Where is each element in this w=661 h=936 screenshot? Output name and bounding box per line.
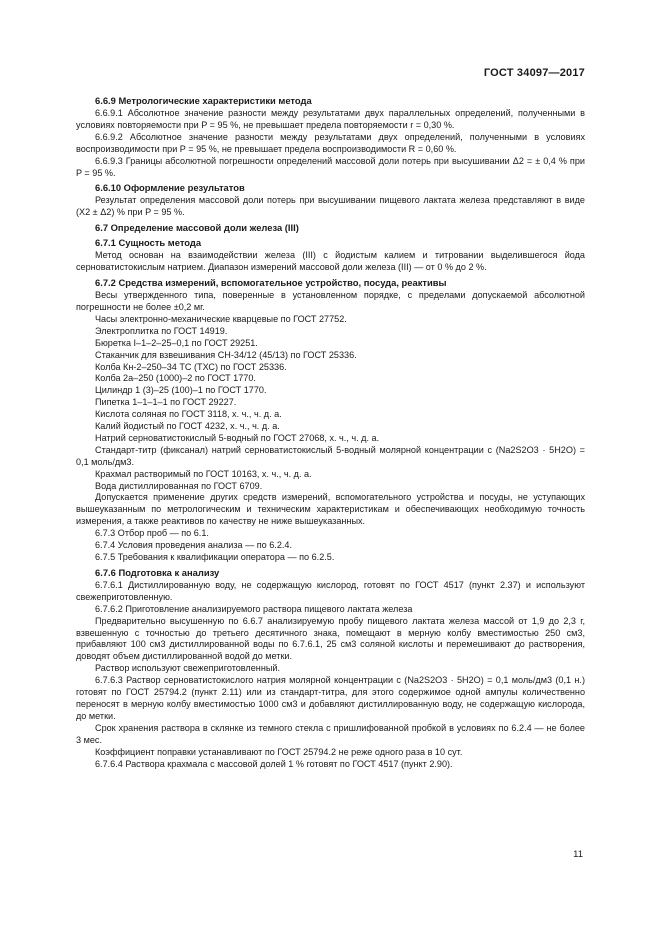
paragraph-6-7-6-3: 6.7.6.3 Раствор серноватистокислого натрия молярной концентрации c (Na2S2O3 · 5H2O) = 0,1 моль/дм3 (0,1 н.) готовят по ГОСТ 25794.2 (пункт 2.11) или из стандарт-титра, для этого содержимое одной ампулы количественно переносят в мерную колбу вместимостью 1000 см3 и добавляют дистиллированную воду, не содержащую кислорода, до метки.: [76, 675, 585, 721]
list-item: Крахмал растворимый по ГОСТ 10163, х. ч., ч. д. а.: [95, 468, 312, 479]
paragraph-6-7-5: 6.7.5 Требования к квалификации оператора — по 6.2.5.: [95, 552, 335, 562]
standard-header: ГОСТ 34097—2017: [483, 67, 585, 79]
list-item: Часы электронно-механические кварцевые по ГОСТ 27752.: [95, 313, 347, 324]
paragraph-fresh-solution: Раствор используют свежеприготовленный.: [95, 663, 280, 674]
list-item: Бюретка I–1–2–25–0,1 по ГОСТ 29251.: [95, 337, 258, 348]
list-item: Пипетка 1–1–1–1 по ГОСТ 29227.: [95, 397, 237, 408]
section-heading-6-7-6: 6.7.6 Подготовка к анализу: [95, 566, 220, 578]
paragraph-6-7-6-1: 6.7.6.1 Дистиллированную воду, не содержащую кислород, готовят по ГОСТ 4517 (пункт 2.37) и используют свежеприготовленную.: [76, 579, 585, 602]
section-heading-6-7: 6.7 Определение массовой доли железа (III): [95, 222, 299, 234]
paragraph-scales: Весы утвержденного типа, поверенные в установленном порядке, с пределами допускаемой абсолютной погрешности не более ±0,2 мг.: [76, 290, 585, 312]
list-item: Колба 2а–250 (1000)–2 по ГОСТ 1770.: [95, 373, 256, 384]
paragraph-6-6-9-2: 6.6.9.2 Абсолютное значение разности между результатами двух определений, полученными в условиях воспроизводимости при P = 95 %, не превышает предела воспроизводимости R = 0,60 %.: [76, 131, 585, 154]
paragraph-6-7-4: 6.7.4 Условия проведения анализа — по 6.2.4.: [95, 540, 292, 551]
section-heading-6-6-9: 6.6.9 Метрологические характеристики метода: [95, 95, 312, 106]
list-item: Стаканчик для взвешивания СН-34/12 (45/13) по ГОСТ 25336.: [95, 349, 357, 360]
paragraph-6-7-6-2: 6.7.6.2 Приготовление анализируемого раствора пищевого лактата железа: [95, 603, 413, 614]
list-item: Цилиндр 1 (3)–25 (100)–1 по ГОСТ 1770.: [95, 385, 267, 396]
section-heading-6-7-2: 6.7.2 Средства измерений, вспомогательное устройство, посуда, реактивы: [95, 277, 447, 289]
paragraph-correction-factor: Коэффициент поправки устанавливают по ГОСТ 25794.2 не реже одного раза в 10 сут.: [95, 746, 463, 757]
paragraph-6-7-1: Метод основан на взаимодействии железа (III) с йодистым калием и титровании выделившегося йода серноватистокислым натрием. Диапазон измерений массовой доли железа (III) — от 0 % до 2 %.: [76, 250, 585, 273]
paragraph-6-6-9-3: 6.6.9.3 Границы абсолютной погрешности определений массовой доли потерь при высушивании Δ2 = ± 0,4 % при P = 95 %.: [76, 155, 585, 178]
section-heading-6-7-1: 6.7.1 Сущность метода: [95, 237, 202, 249]
list-item: Кислота соляная по ГОСТ 3118, х. ч., ч. д. а.: [95, 409, 282, 420]
list-item: Электроплитка по ГОСТ 14919.: [95, 325, 228, 336]
paragraph-6-6-9-1: 6.6.9.1 Абсолютное значение разности между результатами двух параллельных определений, полученными в условиях повторяемости при P = 95 %, не превышает предела повторяемости r = 0,30 %.: [76, 108, 585, 130]
section-heading-6-6-10: 6.6.10 Оформление результатов: [95, 182, 245, 194]
paragraph-6-7-3: 6.7.3 Отбор проб — по 6.1.: [95, 528, 209, 539]
paragraph-sample-preparation: Предварительно высушенную по 6.6.7 анализируемую пробу пищевого лактата железа массой от 1,9 до 2,3 г, взвешенную с точностью до третьего десятичного знака, помещают в мерную колбу вместимостью 250 см3, прибавляют 100 см3 дистиллированной воды по 6.7.6.1, 25 см3 соляной кислоты и перемешивают до растворения, доводят объем дистиллированной водой до метки.: [76, 615, 585, 662]
paragraph-6-7-6-4: 6.7.6.4 Раствора крахмала с массовой долей 1 % готовят по ГОСТ 4517 (пункт 2.90).: [95, 758, 453, 769]
paragraph-substitutes: Допускается применение других средств измерений, вспомогательного устройства и посуды, не уступающих вышеуказанным по метрологическим и техническим характеристикам и обеспечивающих необходимую точность измерения, а также реактивов по качеству не ниже вышеуказанных.: [76, 492, 585, 527]
list-item: Натрий серноватистокислый 5-водный по ГОСТ 27068, х. ч., ч. д. а.: [95, 432, 380, 443]
page-body: [76, 92, 585, 770]
paragraph-standard-titre: Стандарт-титр (фиксанал) натрий серноватистокислый 5-водный молярной концентрации c (Na2S2O3 · 5H2O) = 0,1 моль/дм3.: [76, 444, 585, 467]
paragraph-6-6-10: Результат определения массовой доли потерь при высушивании пищевого лактата железа представляют в виде (X2 ± Δ2) % при P = 95 %.: [76, 195, 585, 218]
page-number: 11: [573, 849, 583, 860]
list-item: Калий йодистый по ГОСТ 4232, х. ч., ч. д. а.: [95, 421, 280, 432]
paragraph-storage-term: Срок хранения раствора в склянке из темного стекла с пришлифованной пробкой в условиях по 6.2.4 — не более 3 мес.: [76, 722, 585, 745]
list-item: Колба Кн-2–250–34 ТС (ТХС) по ГОСТ 25336.: [95, 361, 287, 372]
list-item: Вода дистиллированная по ГОСТ 6709.: [95, 480, 263, 491]
